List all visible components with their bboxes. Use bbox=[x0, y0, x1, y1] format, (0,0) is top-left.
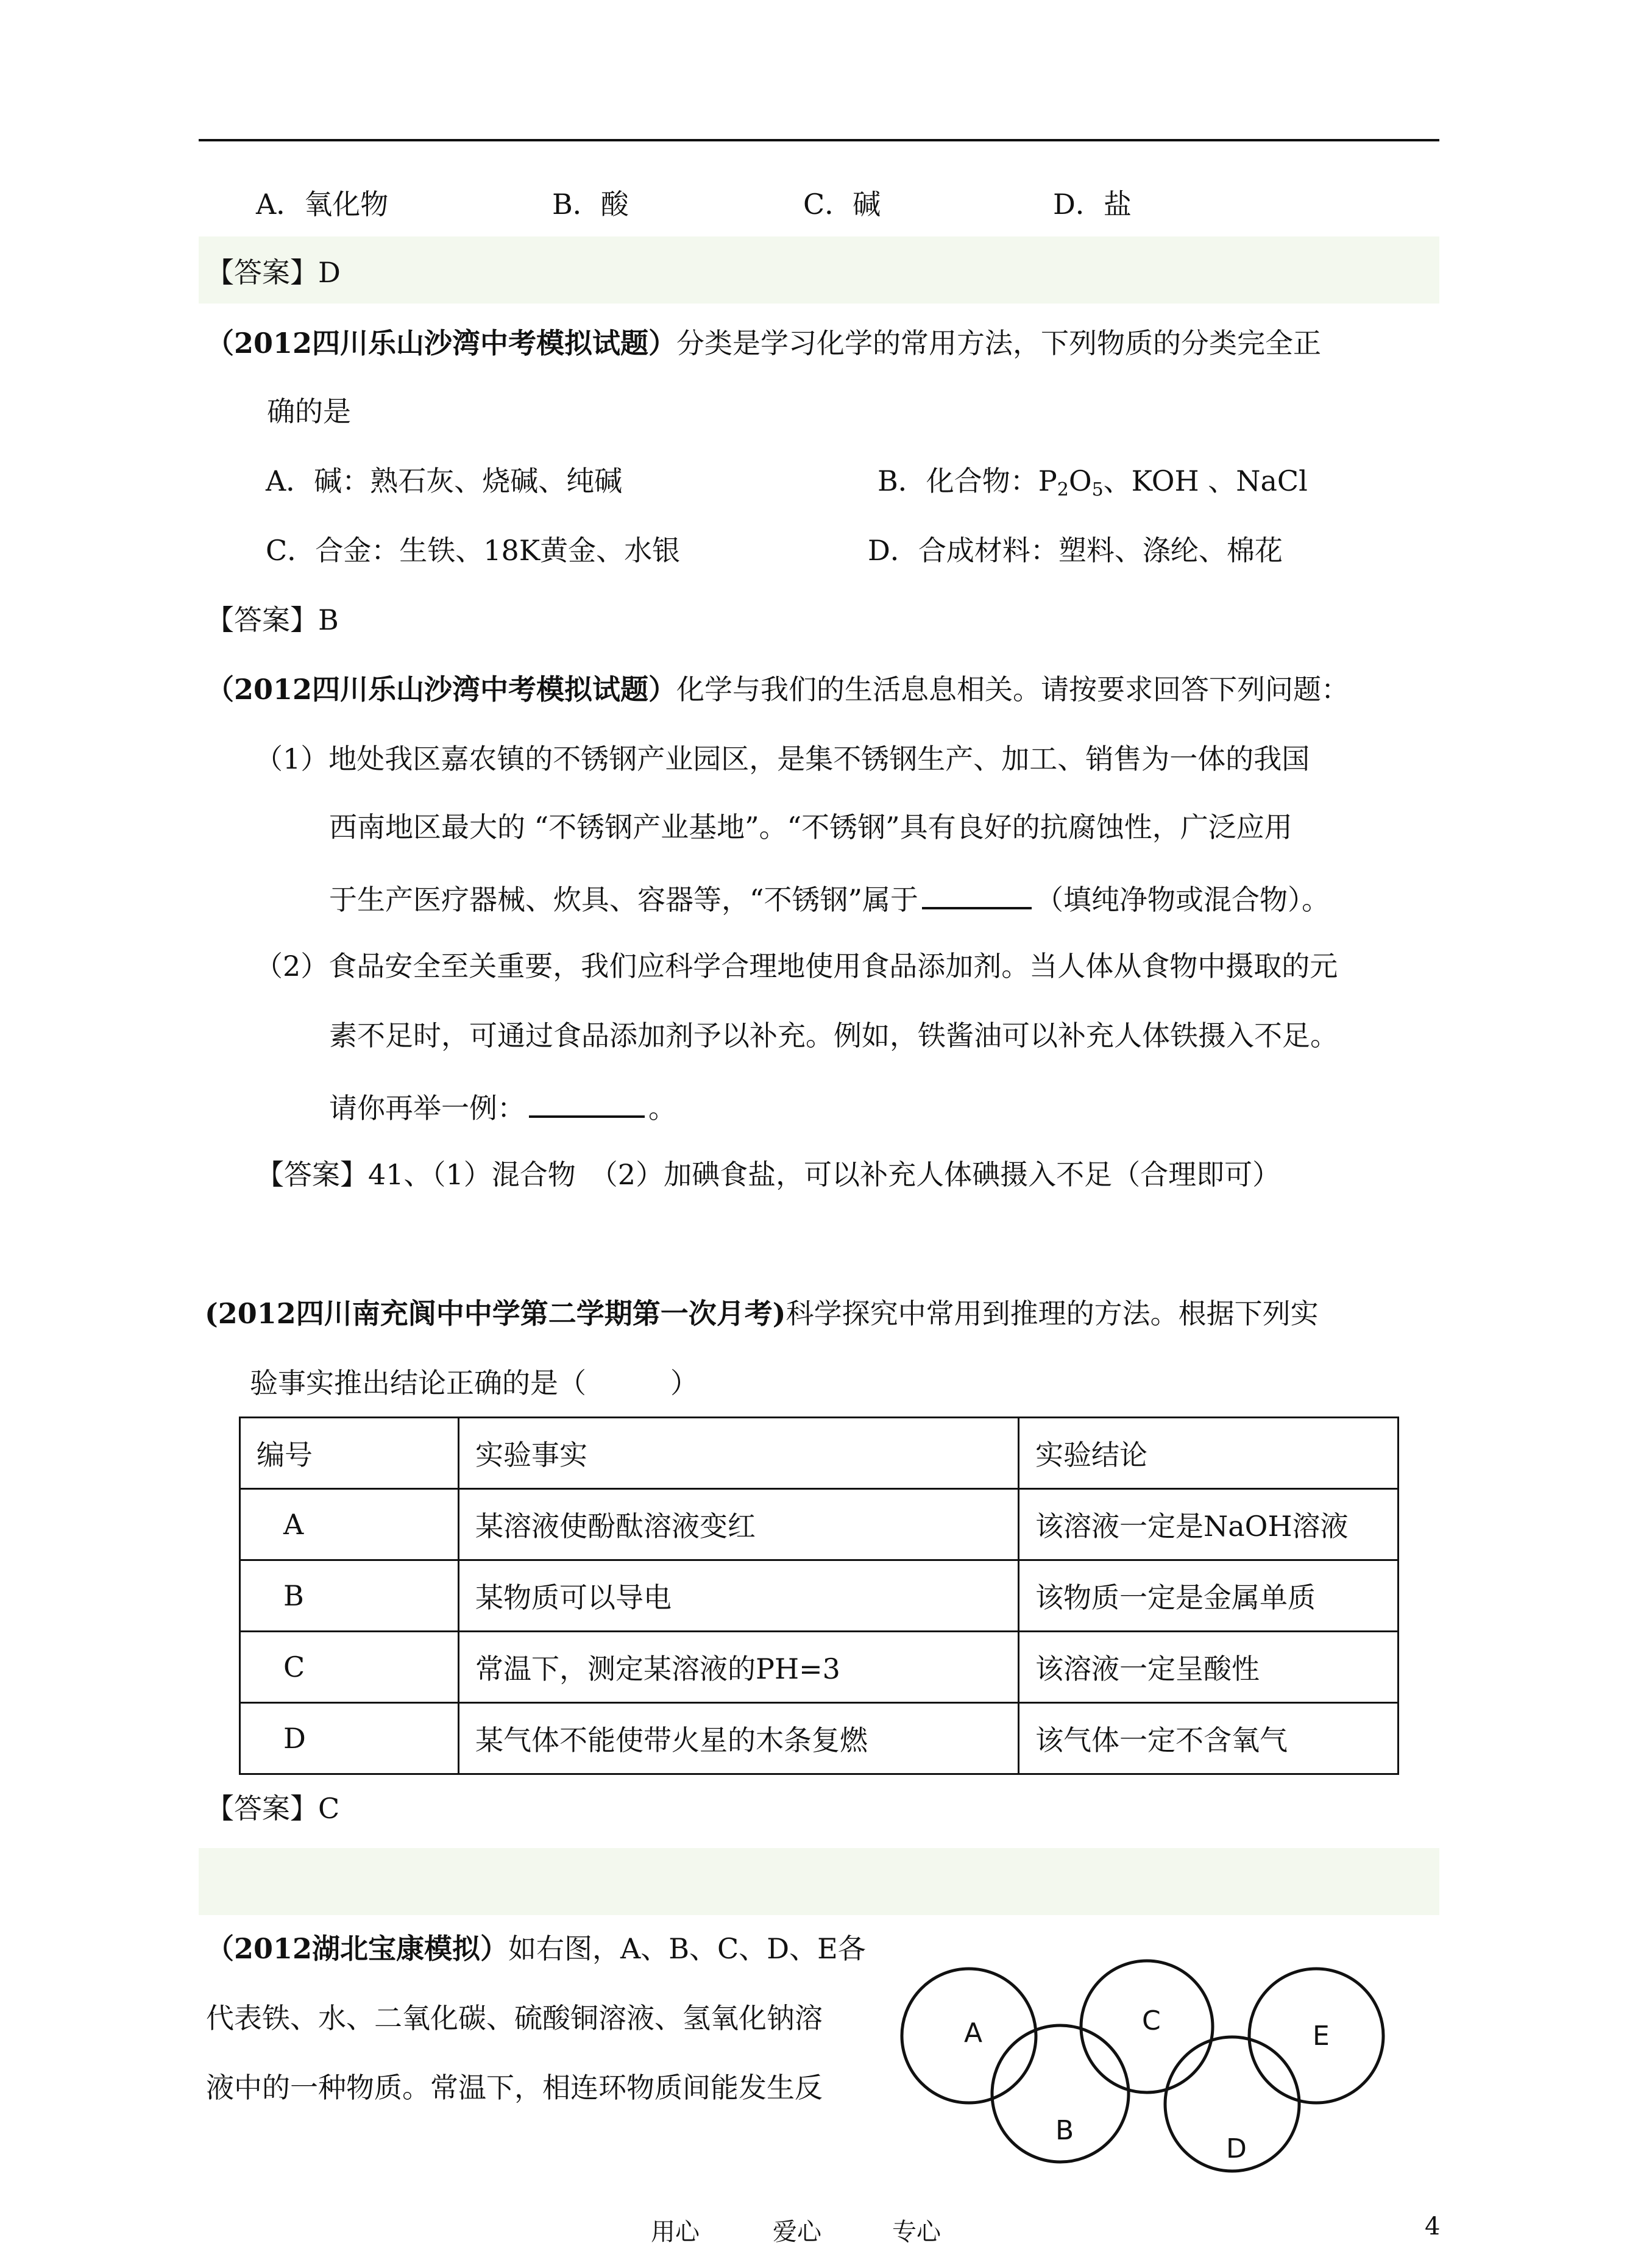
q2-option-d: D．合成材料：塑料、涤纶、棉花 bbox=[868, 534, 1283, 567]
table-cell: D bbox=[240, 1703, 459, 1774]
q2-stem-line-2: 确的是 bbox=[267, 395, 351, 428]
table-cell: 该溶液一定呈酸性 bbox=[1019, 1632, 1399, 1703]
question-source: （2012湖北宝康模拟） bbox=[206, 1932, 509, 1965]
question-source: (2012四川南充阆中中学第二学期第一次月考) bbox=[205, 1297, 786, 1330]
answer-value: 41、（1）混合物 （2）加碘食盐，可以补充人体碘摄入不足（合理即可） bbox=[368, 1158, 1281, 1191]
shaded-band bbox=[199, 236, 1439, 304]
answer-value: D bbox=[318, 256, 341, 289]
table-cell: 该气体一定不含氧气 bbox=[1019, 1703, 1399, 1774]
table-cell: 常温下，测定某溶液的PH=3 bbox=[459, 1632, 1019, 1703]
answer-label: 【答案】 bbox=[206, 256, 318, 289]
table-cell: 某气体不能使带火星的木条复燃 bbox=[459, 1703, 1019, 1774]
rings-diagram bbox=[896, 1944, 1395, 2176]
q2-stem-line-1 bbox=[206, 327, 1322, 360]
q2-option-a: A．碱：熟石灰、烧碱、纯碱 bbox=[266, 464, 623, 497]
table-row bbox=[240, 1489, 1399, 1560]
q5-stem-line-2: 代表铁、水、二氧化碳、硫酸铜溶液、氢氧化钠溶 bbox=[206, 2002, 823, 2035]
q2-option-b bbox=[878, 464, 1308, 500]
answer-label: 【答案】 bbox=[206, 1792, 318, 1825]
answer-blank[interactable] bbox=[922, 883, 1032, 909]
table-cell: 某物质可以导电 bbox=[459, 1560, 1019, 1632]
q4-answer bbox=[206, 1792, 340, 1825]
question-stem: 如右图，A、B、C、D、E各 bbox=[508, 1932, 866, 1965]
q1-option-a: A．氧化物 bbox=[256, 188, 389, 221]
table-header-row bbox=[240, 1418, 1399, 1489]
subscript: 5 bbox=[1091, 479, 1104, 500]
question-text: 于生产医疗器械、炊具、容器等，“不锈钢”属于 bbox=[329, 883, 919, 916]
q1-answer bbox=[206, 256, 341, 289]
question-text: 。 bbox=[648, 1092, 676, 1125]
header-rule bbox=[199, 139, 1439, 141]
question-stem: 化学与我们的生活息息相关。请按要求回答下列问题： bbox=[676, 673, 1350, 706]
option-b-text: 、KOH 、NaCl bbox=[1103, 464, 1308, 497]
question-text: （填纯净物或混合物）。 bbox=[1035, 883, 1330, 916]
ring-label-b: B bbox=[1055, 2115, 1074, 2146]
table-cell: B bbox=[240, 1560, 459, 1632]
ring-label-a: A bbox=[964, 2017, 983, 2049]
table-header: 编号 bbox=[240, 1418, 459, 1489]
table-header: 实验结论 bbox=[1019, 1418, 1399, 1489]
table-row bbox=[240, 1560, 1399, 1632]
table-row bbox=[240, 1703, 1399, 1774]
q3-stem bbox=[206, 673, 1350, 706]
answer-blank[interactable] bbox=[529, 1091, 645, 1118]
q3-part1-line-3 bbox=[329, 883, 1330, 914]
ring-label-c: C bbox=[1142, 2005, 1161, 2036]
q1-option-c: C．碱 bbox=[803, 188, 881, 221]
question-text: 请你再举一例： bbox=[329, 1092, 525, 1125]
table-header: 实验事实 bbox=[459, 1418, 1019, 1489]
answer-label: 【答案】 bbox=[256, 1158, 368, 1191]
question-source: （2012四川乐山沙湾中考模拟试题） bbox=[206, 327, 677, 360]
subscript: 2 bbox=[1057, 479, 1069, 500]
question-source: （2012四川乐山沙湾中考模拟试题） bbox=[206, 673, 677, 706]
ring-label-e: E bbox=[1313, 2021, 1330, 2052]
q1-option-b: B．酸 bbox=[552, 188, 629, 221]
table-cell: 某溶液使酚酞溶液变红 bbox=[459, 1489, 1019, 1560]
experiment-table bbox=[239, 1417, 1399, 1775]
option-b-text: O bbox=[1068, 464, 1092, 497]
q4-stem-line-1 bbox=[205, 1299, 1319, 1328]
question-stem: 分类是学习化学的常用方法，下列物质的分类完全正 bbox=[676, 327, 1322, 360]
table-cell: 该物质一定是金属单质 bbox=[1019, 1560, 1399, 1632]
shaded-band bbox=[199, 1848, 1439, 1915]
q5-stem-line-3: 液中的一种物质。常温下，相连环物质间能发生反 bbox=[206, 2071, 823, 2104]
page-number: 4 bbox=[1425, 2213, 1441, 2241]
answer-value: C bbox=[318, 1792, 340, 1825]
question-stem: 科学探究中常用到推理的方法。根据下列实 bbox=[785, 1297, 1319, 1330]
q3-part1-line-1: （1）地处我区嘉农镇的不锈钢产业园区，是集不锈钢生产、加工、销售为一体的我国 bbox=[255, 742, 1310, 775]
q4-stem-line-2: 验事实推出结论正确的是（ ） bbox=[250, 1367, 698, 1399]
q3-part2-line-2: 素不足时，可通过食品添加剂予以补充。例如，铁酱油可以补充人体铁摄入不足。 bbox=[329, 1019, 1338, 1052]
ring-label-d: D bbox=[1226, 2133, 1247, 2164]
q3-answer bbox=[256, 1158, 1281, 1191]
answer-value: B bbox=[318, 603, 339, 636]
q2-answer bbox=[206, 603, 339, 636]
footer-slogan-3: 专心 bbox=[892, 2218, 941, 2246]
table-cell: 该溶液一定是NaOH溶液 bbox=[1019, 1489, 1399, 1560]
q1-option-d: D．盐 bbox=[1053, 188, 1132, 221]
table-row bbox=[240, 1632, 1399, 1703]
option-b-text: B．化合物：P bbox=[878, 464, 1057, 497]
q3-part1-line-2: 西南地区最大的 “不锈钢产业基地”。“不锈钢”具有良好的抗腐蚀性，广泛应用 bbox=[329, 811, 1292, 844]
footer-slogan-2: 爱心 bbox=[773, 2218, 821, 2246]
table-cell: A bbox=[240, 1489, 459, 1560]
footer-slogan-1: 用心 bbox=[651, 2218, 700, 2246]
q2-option-c: C．合金：生铁、18K黄金、水银 bbox=[266, 534, 681, 567]
q3-part2-line-3 bbox=[329, 1091, 676, 1125]
q5-stem-line-1 bbox=[206, 1932, 866, 1965]
q3-part2-line-1: （2）食品安全至关重要，我们应科学合理地使用食品添加剂。当人体从食物中摄取的元 bbox=[255, 950, 1338, 983]
answer-label: 【答案】 bbox=[206, 603, 318, 636]
table-cell: C bbox=[240, 1632, 459, 1703]
